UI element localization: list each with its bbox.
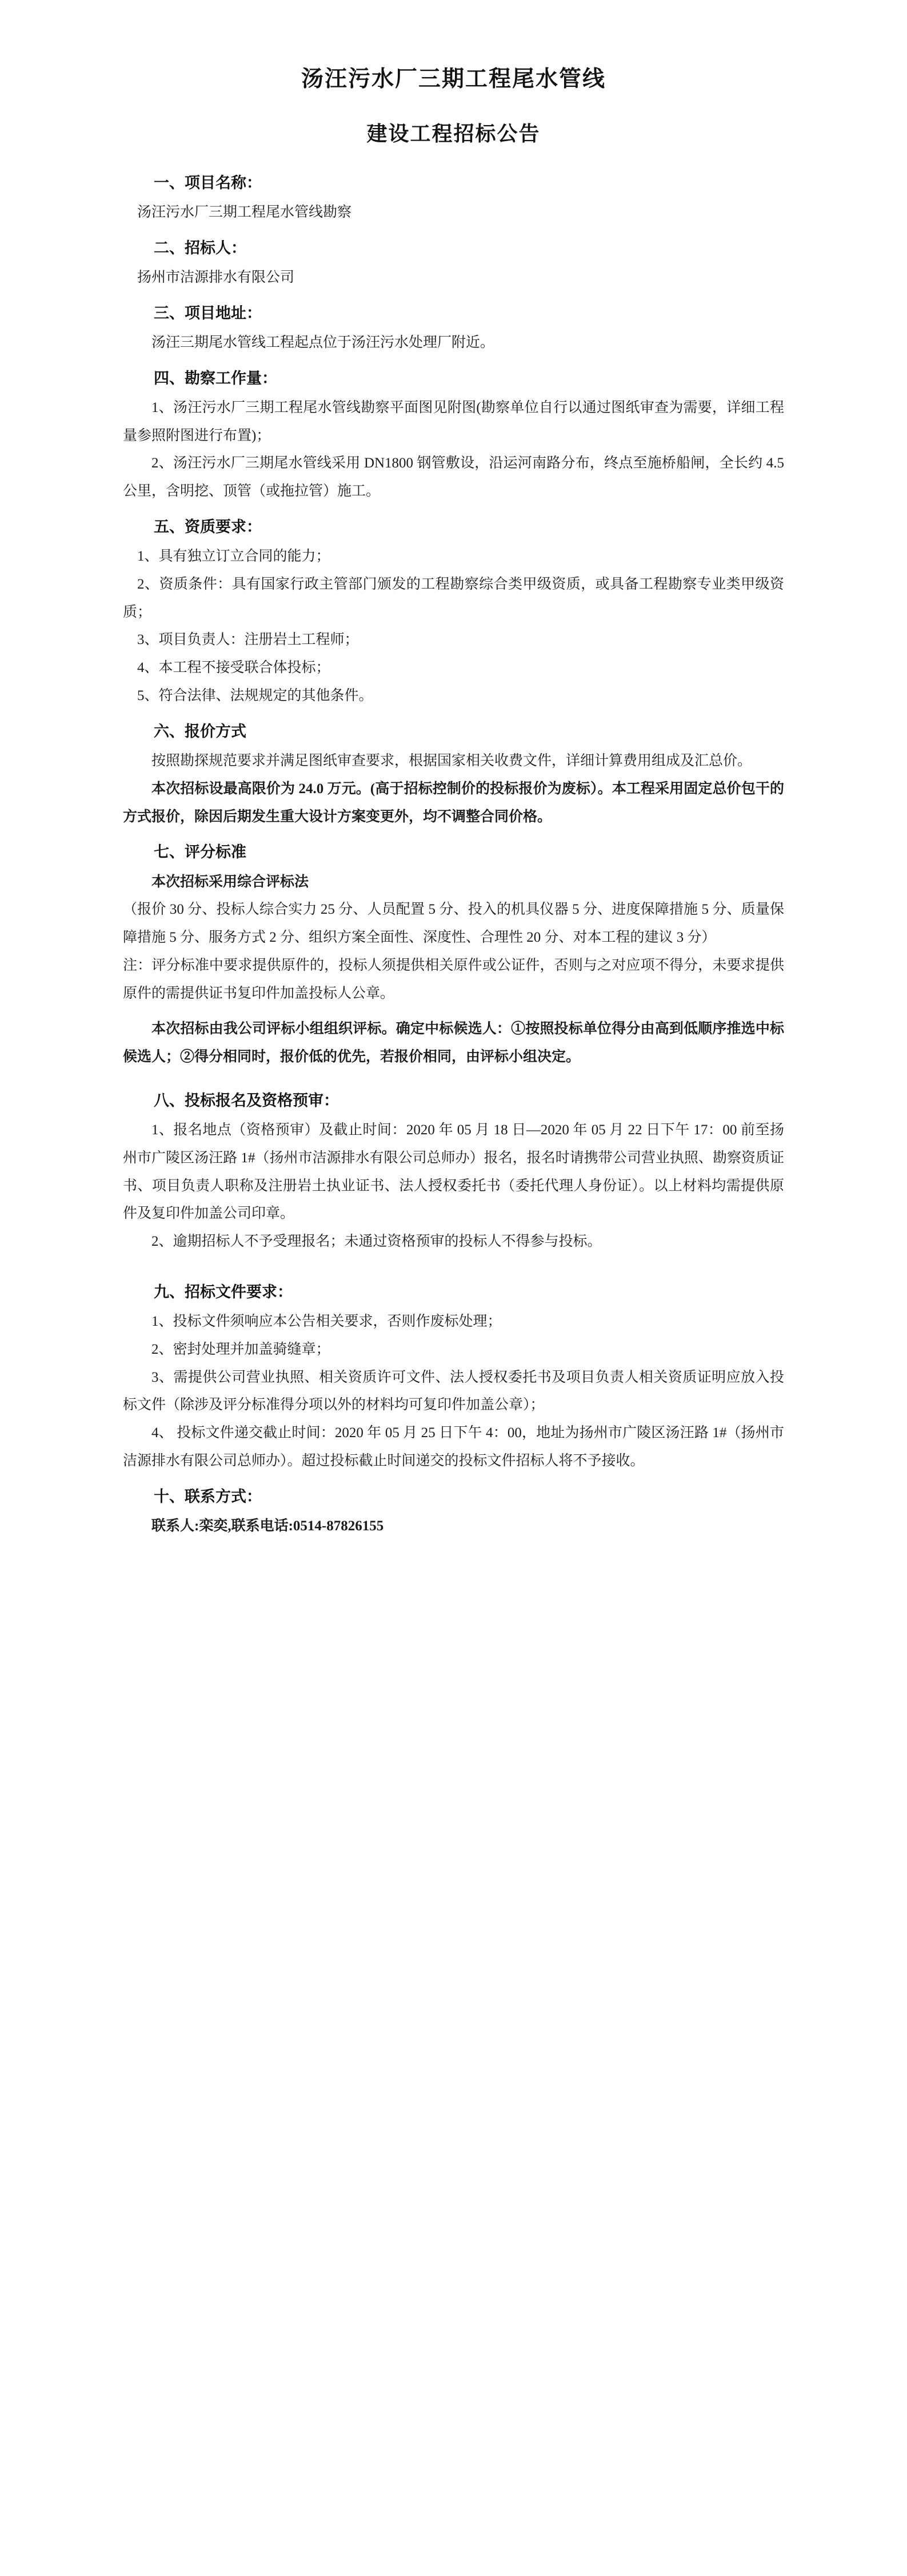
section-paragraph: 注：评分标准中要求提供原件的，投标人须提供相关原件或公证件，否则与之对应项不得分，未要求提供原件的需提供证书复印件加盖投标人公章。 <box>123 957 784 1001</box>
section-paragraph: 3、需提供公司营业执照、相关资质许可文件、法人授权委托书及项目负责人相关资质证明应放入投标文件（除涉及评分标准得分项以外的材料均可复印件加盖公章）； <box>123 1369 784 1413</box>
section-paragraph: 汤汪三期尾水管线工程起点位于汤汪污水处理厂附近。 <box>151 334 495 350</box>
section-heading: 九、招标文件要求： <box>154 1283 293 1301</box>
paragraph-spacer <box>123 1007 784 1015</box>
section-paragraph: 2、密封处理并加盖骑缝章； <box>151 1341 330 1357</box>
section-heading: 六、报价方式 <box>154 722 246 740</box>
document-title-main: 汤汪污水厂三期工程尾水管线 <box>301 67 606 91</box>
section-paragraph: 1、投标文件须响应本公告相关要求，否则作废标处理； <box>151 1314 502 1330</box>
contact-info: 联系人:栾奕,联系电话:0514-87826155 <box>151 1518 384 1534</box>
section-paragraph: （报价 30 分、投标人综合实力 25 分、人员配置 5 分、投入的机具仪器 5 分、进度保障措施 5 分、质量保障措施 5 分、服务方式 2 分、组织方案全面性、深度性、合理性 20 分、对本工程的建议 3 分） <box>123 902 784 946</box>
section-paragraph: 3、项目负责人：注册岩土工程师； <box>137 632 359 648</box>
section-paragraph: 4、 投标文件递交截止时间：2020 年 05 月 25 日下午 4：00，地址为扬州市广陵区汤汪路 1#（扬州市洁源排水有限公司总师办）。超过投标截止时间递交的投标文件招标人将不予接收。 <box>123 1425 784 1469</box>
section-heading: 一、项目名称： <box>154 174 262 191</box>
section-paragraph: 汤汪污水厂三期工程尾水管线勘察 <box>137 204 352 220</box>
section-paragraph: 5、符合法律、法规规定的其他条件。 <box>137 687 373 703</box>
section-heading: 二、招标人： <box>154 239 246 257</box>
section-paragraph: 按照勘探规范要求并满足图纸审查要求，根据国家相关收费文件，详细计算费用组成及汇总价。 <box>151 753 752 769</box>
section-paragraph-emphasis: 本次招标设最高限价为 24.0 万元。(高于招标控制价的投标报价为废标）。本工程采用固定总价包干的方式报价，除因后期发生重大设计方案变更外，均不调整合同价格。 <box>123 781 784 825</box>
section-paragraph: 2、汤汪污水厂三期尾水管线采用 DN1800 钢管敷设，沿运河南路分布，终点至施桥船闸，全长约 4.5 公里，含明挖、顶管（或拖拉管）施工。 <box>123 455 784 499</box>
section-heading: 四、勘察工作量： <box>154 369 277 387</box>
section-paragraph: 1、具有独立订立合同的能力； <box>137 549 330 565</box>
paragraph-spacer <box>123 1071 784 1079</box>
section-heading: 十、联系方式： <box>154 1487 262 1505</box>
section-heading: 三、项目地址： <box>154 304 262 322</box>
section-paragraph: 2、资质条件：具有国家行政主管部门颁发的工程勘察综合类甲级资质，或具备工程勘察专业类甲级资质； <box>123 576 784 620</box>
paragraph-spacer <box>123 1256 784 1271</box>
section-heading: 七、评分标准 <box>154 843 246 861</box>
section-paragraph: 2、逾期招标人不予受理报名；未通过资格预审的投标人不得参与投标。 <box>151 1234 602 1250</box>
section-heading: 五、资质要求： <box>154 518 262 535</box>
section-heading: 八、投标报名及资格预审： <box>154 1091 339 1109</box>
section-paragraph: 扬州市洁源排水有限公司 <box>137 269 295 285</box>
section-paragraph: 1、汤汪污水厂三期工程尾水管线勘察平面图见附图(勘察单位自行以通过图纸审查为需要，详细工程量参照附图进行布置)； <box>123 399 784 443</box>
section-paragraph-emphasis: 本次招标采用综合评标法 <box>151 874 309 890</box>
section-paragraph: 4、本工程不接受联合体投标； <box>137 660 330 676</box>
document-title-sub: 建设工程招标公告 <box>366 122 541 145</box>
section-paragraph: 1、报名地点（资格预审）及截止时间：2020 年 05 月 18 日—2020 年 05 月 22 日下午 17：00 前至扬州市广陵区汤汪路 1#（扬州市洁源排水有限公司总师办）报名，报名时请携带公司营业执照、勘察资质证书、项目负责人职称及注册岩土执业证书、法人授权委托书（委托代理人身份证）。以上材料均需提供原件及复印件加盖公司印章。 <box>123 1122 784 1222</box>
section-paragraph-emphasis: 本次招标由我公司评标小组组织评标。确定中标候选人：①按照投标单位得分由高到低顺序推选中标候选人；②得分相同时，报价低的优先，若报价相同，由评标小组决定。 <box>123 1021 784 1065</box>
